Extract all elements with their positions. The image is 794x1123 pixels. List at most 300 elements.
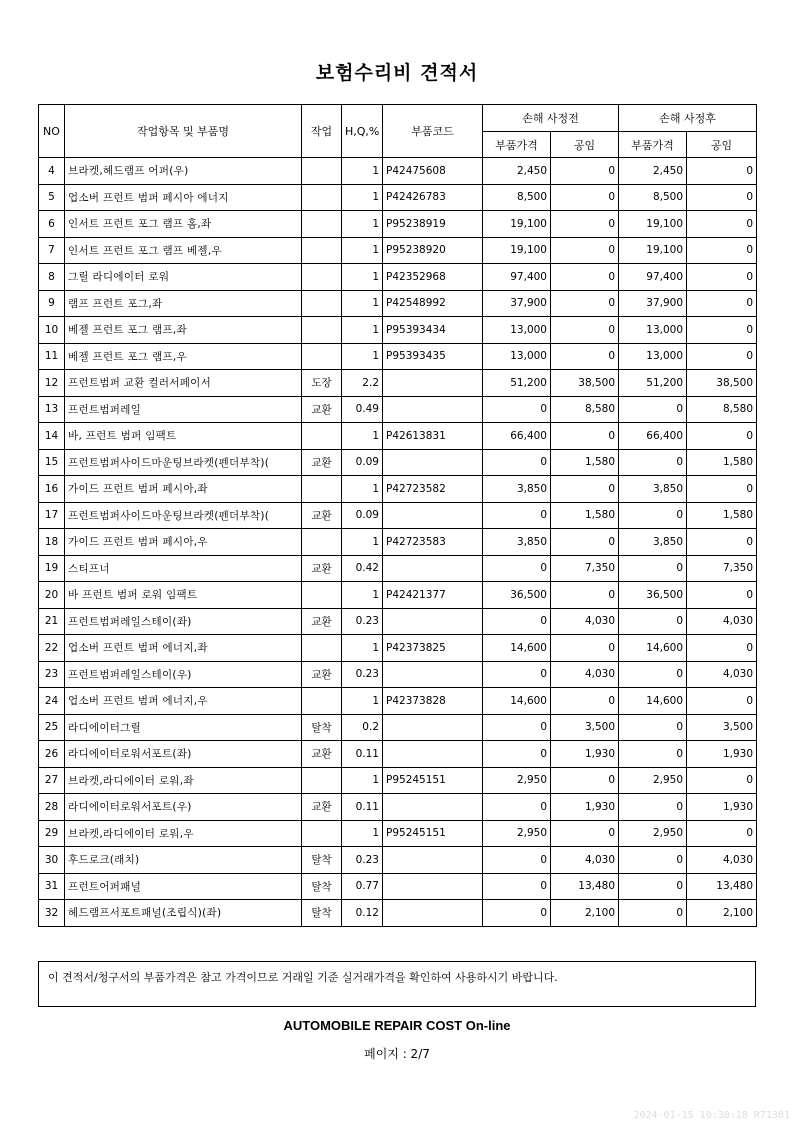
table-row (39, 264, 757, 291)
cell-work (302, 237, 342, 264)
cell-hq: 1 (342, 184, 383, 211)
cell-part-price-after: 2,950 (619, 767, 687, 794)
cell-labor-before: 0 (551, 582, 619, 609)
cell-no: 22 (39, 635, 65, 662)
cell-part-code (383, 661, 483, 688)
cell-no: 13 (39, 396, 65, 423)
cell-part-price-before: 2,950 (483, 767, 551, 794)
cell-no: 28 (39, 794, 65, 821)
cell-work (302, 582, 342, 609)
cell-work: 교환 (302, 555, 342, 582)
cell-work: 탈착 (302, 847, 342, 874)
cell-labor-after: 0 (687, 529, 757, 556)
cell-no: 20 (39, 582, 65, 609)
header-item: 작업항목 및 부품명 (65, 105, 302, 158)
cell-no: 27 (39, 767, 65, 794)
cell-no: 24 (39, 688, 65, 715)
cell-no: 6 (39, 211, 65, 238)
cell-no: 23 (39, 661, 65, 688)
cell-work (302, 264, 342, 291)
cell-labor-after: 0 (687, 158, 757, 185)
cell-work (302, 767, 342, 794)
cell-labor-after: 0 (687, 317, 757, 344)
cell-labor-before: 0 (551, 158, 619, 185)
cell-no: 9 (39, 290, 65, 317)
cell-labor-before: 0 (551, 237, 619, 264)
cell-part-price-before: 3,850 (483, 476, 551, 503)
cell-hq: 1 (342, 423, 383, 450)
cell-work: 교환 (302, 741, 342, 768)
cell-part-price-after: 14,600 (619, 635, 687, 662)
cell-labor-before: 1,580 (551, 449, 619, 476)
table-row (39, 767, 757, 794)
cell-item-name: 바, 프런트 범퍼 임팩트 (65, 423, 302, 450)
cell-labor-after: 1,580 (687, 449, 757, 476)
cell-work: 탈착 (302, 873, 342, 900)
estimate-rows (39, 158, 757, 927)
cell-labor-before: 38,500 (551, 370, 619, 397)
cell-work (302, 529, 342, 556)
cell-no: 5 (39, 184, 65, 211)
cell-no: 11 (39, 343, 65, 370)
cell-labor-before: 0 (551, 688, 619, 715)
cell-labor-before: 2,100 (551, 900, 619, 927)
cell-labor-after: 1,930 (687, 741, 757, 768)
cell-item-name: 브라켓,헤드램프 어퍼(우) (65, 158, 302, 185)
cell-part-price-before: 97,400 (483, 264, 551, 291)
cell-part-price-before: 14,600 (483, 635, 551, 662)
table-row (39, 290, 757, 317)
cell-work: 교환 (302, 661, 342, 688)
cell-part-code (383, 370, 483, 397)
cell-hq: 1 (342, 290, 383, 317)
table-row (39, 582, 757, 609)
cell-labor-after: 0 (687, 635, 757, 662)
header-after-adjustment: 손해 사정후 (619, 105, 757, 132)
cell-part-price-after: 0 (619, 794, 687, 821)
cell-part-price-before: 2,950 (483, 820, 551, 847)
cell-part-price-after: 14,600 (619, 688, 687, 715)
cell-part-code: P95245151 (383, 820, 483, 847)
cell-labor-after: 4,030 (687, 661, 757, 688)
cell-labor-before: 7,350 (551, 555, 619, 582)
cell-part-code: P42548992 (383, 290, 483, 317)
table-row (39, 794, 757, 821)
table-row (39, 502, 757, 529)
notice-text: 이 견적서/청구서의 부품가격은 참고 가격이므로 거래일 기준 실거래가격을 확인하여 사용하시기 바랍니다. (48, 971, 558, 984)
cell-labor-after: 0 (687, 184, 757, 211)
footer-title: AUTOMOBILE REPAIR COST On-line (283, 1018, 511, 1033)
cell-part-price-before: 13,000 (483, 317, 551, 344)
cell-hq: 1 (342, 476, 383, 503)
cell-work (302, 317, 342, 344)
header-labor-after: 공임 (687, 132, 757, 158)
cell-work (302, 211, 342, 238)
cell-part-price-after: 0 (619, 396, 687, 423)
cell-part-price-after: 0 (619, 714, 687, 741)
cell-part-price-before: 0 (483, 900, 551, 927)
cell-hq: 2.2 (342, 370, 383, 397)
cell-no: 25 (39, 714, 65, 741)
cell-hq: 0.49 (342, 396, 383, 423)
page-number: 페이지 : 2/7 (364, 1047, 430, 1061)
cell-part-price-after: 51,200 (619, 370, 687, 397)
cell-labor-after: 4,030 (687, 608, 757, 635)
cell-item-name: 베젤 프런트 포그 램프,좌 (65, 317, 302, 344)
notice-box (38, 961, 756, 1007)
cell-hq: 0.09 (342, 449, 383, 476)
cell-part-code: P42426783 (383, 184, 483, 211)
header-before-adjustment: 손해 사정전 (483, 105, 619, 132)
table-row (39, 688, 757, 715)
cell-no: 19 (39, 555, 65, 582)
cell-part-price-before: 0 (483, 555, 551, 582)
cell-part-code: P42352968 (383, 264, 483, 291)
cell-labor-after: 7,350 (687, 555, 757, 582)
cell-part-code: P95238920 (383, 237, 483, 264)
cell-part-price-after: 0 (619, 741, 687, 768)
cell-labor-after: 0 (687, 820, 757, 847)
cell-labor-after: 13,480 (687, 873, 757, 900)
table-row (39, 370, 757, 397)
cell-part-price-before: 66,400 (483, 423, 551, 450)
cell-item-name: 가이드 프런트 범퍼 페시아,우 (65, 529, 302, 556)
cell-part-price-after: 2,450 (619, 158, 687, 185)
cell-labor-after: 3,500 (687, 714, 757, 741)
table-row (39, 237, 757, 264)
cell-part-price-before: 0 (483, 794, 551, 821)
cell-item-name: 인서트 프런트 포그 램프 홈,좌 (65, 211, 302, 238)
cell-part-price-after: 0 (619, 555, 687, 582)
cell-part-code (383, 873, 483, 900)
cell-part-price-before: 36,500 (483, 582, 551, 609)
cell-part-code (383, 794, 483, 821)
cell-hq: 0.2 (342, 714, 383, 741)
cell-work (302, 688, 342, 715)
cell-item-name: 헤드램프서포트패널(조립식)(좌) (65, 900, 302, 927)
cell-labor-after: 0 (687, 264, 757, 291)
table-row (39, 476, 757, 503)
cell-hq: 1 (342, 820, 383, 847)
cell-no: 18 (39, 529, 65, 556)
cell-hq: 1 (342, 317, 383, 344)
cell-part-code (383, 396, 483, 423)
cell-part-price-before: 3,850 (483, 529, 551, 556)
cell-work: 교환 (302, 794, 342, 821)
cell-part-code (383, 714, 483, 741)
table-row (39, 449, 757, 476)
cell-labor-before: 8,580 (551, 396, 619, 423)
print-timestamp: 2024-01-15 10:30:18 R71381 (633, 1110, 790, 1121)
cell-labor-before: 0 (551, 635, 619, 662)
cell-item-name: 프런트범퍼 교환 컬러서페이서 (65, 370, 302, 397)
cell-part-price-after: 0 (619, 608, 687, 635)
cell-part-price-after: 2,950 (619, 820, 687, 847)
cell-part-price-before: 0 (483, 502, 551, 529)
cell-labor-after: 0 (687, 423, 757, 450)
cell-hq: 0.11 (342, 741, 383, 768)
cell-work (302, 343, 342, 370)
cell-no: 8 (39, 264, 65, 291)
table-row (39, 608, 757, 635)
cell-part-code: P42373825 (383, 635, 483, 662)
cell-no: 29 (39, 820, 65, 847)
cell-hq: 0.23 (342, 661, 383, 688)
cell-work (302, 158, 342, 185)
cell-item-name: 프런트범퍼레일스테이(우) (65, 661, 302, 688)
cell-part-code: P95393434 (383, 317, 483, 344)
cell-part-price-after: 13,000 (619, 343, 687, 370)
cell-no: 15 (39, 449, 65, 476)
cell-part-price-after: 19,100 (619, 237, 687, 264)
cell-hq: 1 (342, 343, 383, 370)
cell-part-price-before: 0 (483, 741, 551, 768)
cell-work (302, 820, 342, 847)
cell-part-price-after: 0 (619, 661, 687, 688)
cell-hq: 1 (342, 767, 383, 794)
cell-part-price-after: 0 (619, 449, 687, 476)
cell-labor-before: 3,500 (551, 714, 619, 741)
cell-item-name: 업소버 프런트 범퍼 에너지,좌 (65, 635, 302, 662)
cell-work: 교환 (302, 608, 342, 635)
cell-no: 17 (39, 502, 65, 529)
cell-part-price-after: 66,400 (619, 423, 687, 450)
cell-labor-after: 4,030 (687, 847, 757, 874)
cell-no: 14 (39, 423, 65, 450)
cell-item-name: 베젤 프런트 포그 램프,우 (65, 343, 302, 370)
header-part-price-after: 부품가격 (619, 132, 687, 158)
cell-part-code: P95393435 (383, 343, 483, 370)
table-row (39, 873, 757, 900)
cell-no: 16 (39, 476, 65, 503)
cell-hq: 1 (342, 529, 383, 556)
cell-hq: 1 (342, 688, 383, 715)
cell-no: 7 (39, 237, 65, 264)
cell-part-price-before: 2,450 (483, 158, 551, 185)
header-part-price-before: 부품가격 (483, 132, 551, 158)
cell-work (302, 290, 342, 317)
document-title: 보험수리비 견적서 (315, 62, 479, 84)
cell-part-code: P42373828 (383, 688, 483, 715)
cell-part-code: P42723583 (383, 529, 483, 556)
cell-item-name: 프런트범퍼레일스테이(좌) (65, 608, 302, 635)
cell-part-price-after: 0 (619, 847, 687, 874)
cell-part-price-before: 0 (483, 714, 551, 741)
cell-part-code (383, 741, 483, 768)
cell-item-name: 인서트 프런트 포그 램프 베젤,우 (65, 237, 302, 264)
cell-item-name: 라디에이터그릴 (65, 714, 302, 741)
cell-labor-before: 1,930 (551, 794, 619, 821)
cell-part-price-after: 36,500 (619, 582, 687, 609)
cell-labor-after: 0 (687, 582, 757, 609)
cell-hq: 0.23 (342, 608, 383, 635)
cell-part-price-after: 3,850 (619, 529, 687, 556)
cell-work: 탈착 (302, 714, 342, 741)
cell-labor-after: 1,930 (687, 794, 757, 821)
cell-part-price-after: 13,000 (619, 317, 687, 344)
table-row (39, 555, 757, 582)
cell-labor-after: 0 (687, 290, 757, 317)
cell-labor-before: 4,030 (551, 661, 619, 688)
cell-labor-before: 13,480 (551, 873, 619, 900)
cell-no: 12 (39, 370, 65, 397)
cell-part-price-before: 13,000 (483, 343, 551, 370)
cell-hq: 0.09 (342, 502, 383, 529)
cell-part-price-after: 19,100 (619, 211, 687, 238)
cell-work: 교환 (302, 396, 342, 423)
cell-part-price-before: 0 (483, 396, 551, 423)
cell-labor-before: 0 (551, 820, 619, 847)
cell-no: 30 (39, 847, 65, 874)
cell-item-name: 브라켓,라디에이터 로워,좌 (65, 767, 302, 794)
cell-labor-before: 0 (551, 529, 619, 556)
cell-labor-before: 1,580 (551, 502, 619, 529)
cell-item-name: 업소버 프런트 범퍼 에너지,우 (65, 688, 302, 715)
table-row (39, 423, 757, 450)
cell-labor-after: 2,100 (687, 900, 757, 927)
table-row (39, 661, 757, 688)
cell-labor-before: 0 (551, 184, 619, 211)
cell-part-price-before: 19,100 (483, 237, 551, 264)
cell-item-name: 그릴 라디에이터 로워 (65, 264, 302, 291)
cell-part-code (383, 847, 483, 874)
cell-item-name: 라디에이터로워서포트(우) (65, 794, 302, 821)
cell-part-price-before: 8,500 (483, 184, 551, 211)
cell-part-price-before: 51,200 (483, 370, 551, 397)
cell-item-name: 가이드 프런트 범퍼 페시아,좌 (65, 476, 302, 503)
cell-no: 4 (39, 158, 65, 185)
cell-work: 탈착 (302, 900, 342, 927)
cell-part-code: P42723582 (383, 476, 483, 503)
cell-work: 교환 (302, 449, 342, 476)
cell-labor-before: 1,930 (551, 741, 619, 768)
cell-labor-after: 1,580 (687, 502, 757, 529)
cell-part-price-after: 0 (619, 900, 687, 927)
cell-item-name: 프런트범퍼사이드마운팅브라켓(펜더부착)( (65, 502, 302, 529)
cell-part-price-before: 14,600 (483, 688, 551, 715)
cell-labor-before: 0 (551, 264, 619, 291)
cell-labor-before: 0 (551, 767, 619, 794)
cell-hq: 1 (342, 635, 383, 662)
table-row (39, 847, 757, 874)
cell-item-name: 업소버 프런트 범퍼 페시아 에너지 (65, 184, 302, 211)
cell-work: 도장 (302, 370, 342, 397)
cell-part-code: P42613831 (383, 423, 483, 450)
cell-part-price-before: 0 (483, 847, 551, 874)
table-row (39, 317, 757, 344)
cell-labor-after: 0 (687, 237, 757, 264)
cell-labor-before: 0 (551, 211, 619, 238)
table-row (39, 714, 757, 741)
cell-work (302, 476, 342, 503)
cell-labor-after: 0 (687, 476, 757, 503)
cell-item-name: 프런트범퍼레일 (65, 396, 302, 423)
table-row (39, 741, 757, 768)
cell-part-code (383, 900, 483, 927)
cell-labor-before: 0 (551, 290, 619, 317)
cell-part-code: P42421377 (383, 582, 483, 609)
cell-labor-before: 0 (551, 423, 619, 450)
header-no: NO (39, 105, 65, 158)
table-row (39, 184, 757, 211)
header-work: 작업 (302, 105, 342, 158)
cell-no: 10 (39, 317, 65, 344)
cell-hq: 1 (342, 582, 383, 609)
cell-part-code: P42475608 (383, 158, 483, 185)
cell-no: 21 (39, 608, 65, 635)
cell-part-code (383, 502, 483, 529)
cell-work (302, 423, 342, 450)
cell-hq: 0.77 (342, 873, 383, 900)
cell-part-price-after: 3,850 (619, 476, 687, 503)
cell-item-name: 프런트어퍼패널 (65, 873, 302, 900)
cell-part-code (383, 608, 483, 635)
table-row (39, 900, 757, 927)
table-row (39, 529, 757, 556)
cell-part-price-before: 19,100 (483, 211, 551, 238)
cell-hq: 1 (342, 264, 383, 291)
cell-item-name: 바 프런트 범퍼 로워 임팩트 (65, 582, 302, 609)
cell-hq: 1 (342, 211, 383, 238)
header-hq: H,Q,% (342, 105, 383, 158)
cell-hq: 0.42 (342, 555, 383, 582)
cell-item-name: 프런트범퍼사이드마운팅브라켓(펜더부착)( (65, 449, 302, 476)
cell-item-name: 램프 프런트 포그,좌 (65, 290, 302, 317)
cell-part-price-before: 0 (483, 873, 551, 900)
cell-part-code: P95245151 (383, 767, 483, 794)
cell-item-name: 라디에이터로워서포트(좌) (65, 741, 302, 768)
cell-work (302, 635, 342, 662)
cell-part-price-before: 0 (483, 608, 551, 635)
table-row (39, 211, 757, 238)
cell-part-code (383, 555, 483, 582)
cell-part-price-after: 0 (619, 502, 687, 529)
cell-part-price-before: 0 (483, 449, 551, 476)
cell-labor-after: 0 (687, 343, 757, 370)
cell-part-code (383, 449, 483, 476)
cell-labor-before: 0 (551, 343, 619, 370)
cell-labor-after: 0 (687, 767, 757, 794)
table-row (39, 396, 757, 423)
cell-hq: 1 (342, 158, 383, 185)
cell-hq: 0.23 (342, 847, 383, 874)
estimate-table (38, 104, 757, 927)
cell-part-code: P95238919 (383, 211, 483, 238)
cell-part-price-before: 0 (483, 661, 551, 688)
cell-hq: 1 (342, 237, 383, 264)
cell-labor-after: 0 (687, 211, 757, 238)
cell-hq: 0.12 (342, 900, 383, 927)
table-row (39, 635, 757, 662)
cell-no: 32 (39, 900, 65, 927)
cell-part-price-before: 37,900 (483, 290, 551, 317)
table-row (39, 820, 757, 847)
cell-labor-after: 38,500 (687, 370, 757, 397)
table-row (39, 343, 757, 370)
cell-labor-before: 4,030 (551, 847, 619, 874)
cell-part-price-after: 8,500 (619, 184, 687, 211)
cell-part-price-after: 0 (619, 873, 687, 900)
cell-item-name: 브라켓,라디에이터 로워,우 (65, 820, 302, 847)
cell-labor-after: 0 (687, 688, 757, 715)
cell-item-name: 후드로크(래치) (65, 847, 302, 874)
cell-no: 26 (39, 741, 65, 768)
cell-work (302, 184, 342, 211)
cell-labor-before: 0 (551, 317, 619, 344)
cell-hq: 0.11 (342, 794, 383, 821)
cell-part-price-after: 97,400 (619, 264, 687, 291)
cell-labor-after: 8,580 (687, 396, 757, 423)
